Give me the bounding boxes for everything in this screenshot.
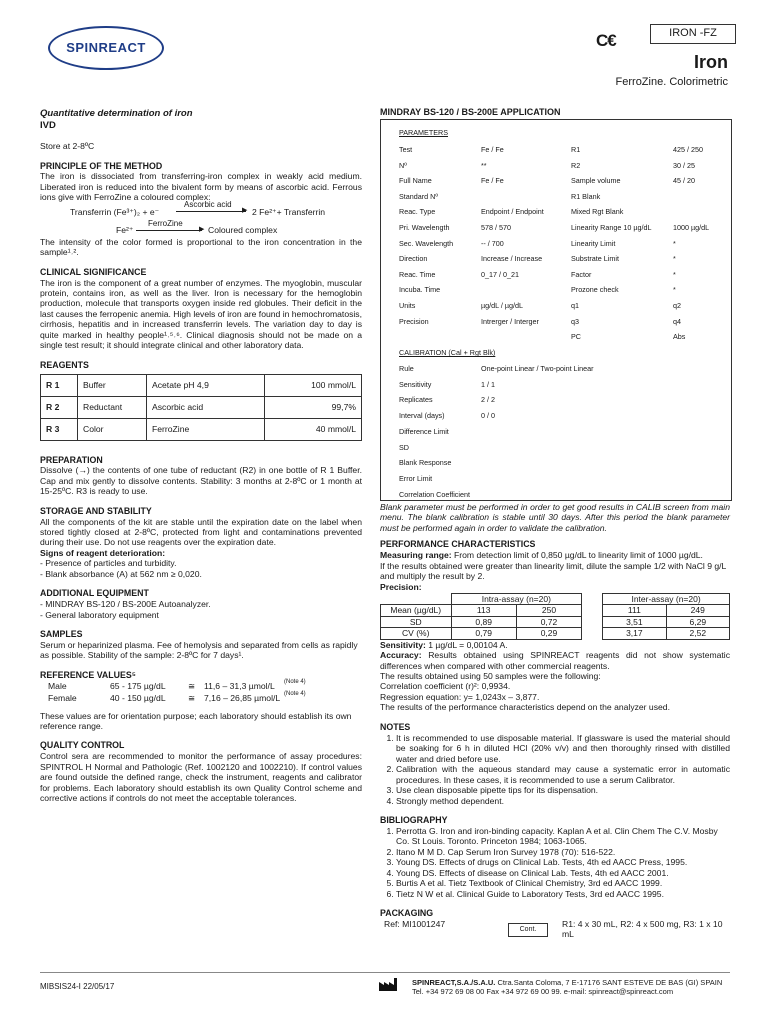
parameter-cell: -- / 700 (481, 238, 504, 248)
parameter-cell: Reac. Type (399, 207, 436, 217)
table-cell: 249 (666, 605, 729, 616)
table-cell: 2,52 (666, 628, 729, 639)
quality-control-text: Control sera are recommended to monitor the performance of assay procedures: SPINTROL H Normal and Pathologic (Ref. 1002120 and 1002210). If control values are found outside the defined range, check the instrument, reagents and calibrator for problems. Each laboratory should establish its own Quality Control scheme and corrective actions if controls do not meet the acceptable tolerances. (40, 751, 362, 804)
arrowhead-icon: ▶ (199, 225, 205, 233)
product-code-box: IRON -FZ (650, 24, 736, 44)
list-item: 2. Calibration with the aqueous standard may cause a systematic error in automatic procedures. In these cases, it is recommended to use a serum Calibrator. (396, 764, 730, 785)
blank-note: Blank parameter must be performed in order to get good results in CALIB screen from main menu. The blank calibration is stable until 30 days. After this period the blank parameter must be performed again in order to validate the calibration. (380, 502, 730, 533)
precision-heading: Precision: (380, 581, 422, 592)
parameter-cell: ** (481, 160, 487, 170)
calibration-cell: Difference Limit (399, 426, 449, 436)
calibration-cell: Rule (399, 364, 414, 373)
table-row (41, 418, 362, 440)
store-text: Store at 2-8ºC (40, 141, 95, 152)
parameter-cell: Fe / Fe (481, 176, 504, 186)
reagent-name: Color (78, 418, 147, 440)
preparation-text: Dissolve (→) the contents of one tube of reductant (R2) in one bottle of R 1 Buffer. Cap and mix gently to dissolve contents. Stability: 3 months at 2-8ºC or 1 month at 15-25ºC. R3 is ready to use. (40, 465, 362, 497)
parameter-cell: Fe / Fe (481, 145, 504, 154)
accuracy (380, 650, 730, 671)
table-row (381, 628, 730, 639)
table-cell: 0,29 (516, 628, 581, 639)
footer-divider (40, 972, 730, 973)
parameter-cell: Increase / Increase (481, 254, 543, 264)
parameter-cell: Pri. Wavelength (399, 223, 450, 232)
parameter-cell: q3 (571, 316, 579, 326)
precision-label: SD (381, 616, 452, 627)
precision-label: Mean (µg/dL) (381, 605, 452, 616)
deterioration-heading: Signs of reagent deterioration: (40, 547, 166, 558)
ref-sex: Male (48, 680, 67, 691)
ivd-label: IVD (40, 119, 56, 131)
ref-range: 65 - 175 µg/dL (110, 680, 166, 691)
parameter-cell: Reac. Time (399, 269, 436, 279)
table-cell: 0,79 (451, 628, 516, 639)
reagent-name: Buffer (78, 374, 147, 396)
reference-values-block (40, 678, 362, 707)
ref-approx: ≅ (188, 692, 196, 703)
table-cell (582, 628, 603, 639)
parameter-cell: PC (571, 332, 581, 342)
list-item: 3. Young DS. Effects of drugs on Clinical Lab. Tests, 4th ed AACC Press, 1995. (396, 857, 730, 867)
reaction2-arrow-icon (136, 230, 202, 231)
calibration-cell: Correlation Coefficient (399, 489, 470, 499)
regression-text: Regression equation: y= 1,0243x – 3,877. (380, 691, 540, 702)
principle-text: The iron is dissociated from transferring-iron complex in weakly acid medium. Liberated iron is reduced into the bivalent form by means of ascorbic acid. Ferrous ions give with FerroZine a coloured complex: (40, 171, 362, 203)
list-item: 3. Use clean disposable pipette tips for its dispensation. (396, 785, 730, 795)
parameter-cell: R1 (571, 145, 581, 154)
parameter-cell: Incuba. Time (399, 285, 441, 295)
parameter-cell: 425 / 250 (673, 145, 703, 154)
parameter-cell: q4 (673, 316, 681, 326)
left-column (40, 108, 362, 804)
parameter-cell: 578 / 570 (481, 223, 511, 232)
parameter-cell: Test (399, 145, 413, 154)
parameter-cell: Standard Nº (399, 191, 438, 201)
table-row (381, 616, 730, 627)
list-item: 5. Burtis A et al. Tietz Textbook of Clinical Chemistry, 3rd ed AACC 1999. (396, 878, 730, 888)
accuracy-text-2: The results obtained using 50 samples were the following: (380, 671, 601, 681)
sensitivity-text: 1 µg/dL = 0,00104 A. (428, 639, 508, 650)
table-row (381, 605, 730, 616)
reagent-id: R 3 (41, 418, 78, 440)
parameter-cell: Substrate Limit (571, 254, 619, 264)
reagent-concentration: 99,7% (264, 396, 361, 418)
pack-content: R1: 4 x 30 mL, R2: 4 x 500 mg, R3: 1 x 10 mL (562, 918, 723, 940)
preparation-heading: PREPARATION (40, 454, 103, 465)
parameter-cell: R1 Blank (571, 191, 601, 201)
calibration-cell: Replicates (399, 395, 433, 405)
table-row (41, 396, 362, 418)
deterioration-item: - Presence of particles and turbidity. (40, 558, 177, 569)
table-row (381, 594, 730, 605)
reaction2-arrow-label: FerroZine (148, 218, 183, 228)
parameters-box (380, 119, 732, 501)
table-cell: 3,51 (603, 616, 666, 627)
document-code: MIBSIS24-I 22/05/17 (40, 982, 115, 991)
dilute-text: If the results obtained were greater than linearity limit, dilute the sample 1/2 with NaCl 9 g/L and multiply the result by 2. (380, 560, 726, 582)
list-item: 1. It is recommended to use disposable material. If glassware is used the material should be soaking for 6 h in diluted HCl (20% v/v) and then thoroughly rinsed with distilled water and dried before use. (396, 733, 730, 764)
calibration-cell: Sensitivity (399, 379, 432, 389)
parameter-cell: q2 (673, 301, 681, 310)
principle-heading: PRINCIPLE OF THE METHOD (40, 160, 163, 171)
company-address-text: Ctra.Santa Coloma, 7 E-17176 SANT ESTEVE DE BAS (GI) SPAIN (497, 978, 723, 987)
quality-control-heading: QUALITY CONTROL (40, 740, 125, 751)
parameter-cell: Endpoint / Endpoint (481, 207, 544, 217)
parameter-cell: 0_17 / 0_21 (481, 269, 519, 279)
calibration-cell: Error Limit (399, 473, 433, 483)
parameter-cell: Sample volume (571, 176, 621, 186)
parameter-cell: Nº (399, 160, 407, 170)
calibration-title: CALIBRATION (Cal + Rgt Blk) (399, 348, 496, 357)
storage-heading: STORAGE AND STABILITY (40, 505, 152, 516)
parameter-cell: * (673, 269, 676, 279)
cont-box: Cont. (508, 923, 548, 937)
right-column (380, 502, 730, 943)
company-name: SPINREACT,S.A./S.A.U. (412, 978, 496, 987)
parameter-cell: 1000 µg/dL (673, 223, 710, 232)
samples-heading: SAMPLES (40, 629, 83, 640)
parameters-title: PARAMETERS (399, 128, 448, 137)
ref-range: 40 - 150 µg/dL (110, 692, 166, 703)
sensitivity (380, 640, 730, 650)
performance-note: The results of the performance characteristics depend on the analyzer used. (380, 702, 670, 713)
reagents-table (40, 374, 362, 441)
list-item: 1. Perrotta G. Iron and iron-binding capacity. Kaplan A et al. Clin Chem The C.V. Mosby Co. St Louis. Toronto. Princeton 1984; 1063-1065. (396, 826, 730, 847)
measuring-range-label: Measuring range: (380, 550, 452, 561)
parameter-cell: R2 (571, 160, 581, 170)
sensitivity-label: Sensitivity: (380, 639, 426, 650)
factory-icon (378, 976, 402, 992)
parameter-cell: * (673, 254, 676, 264)
notes-heading: NOTES (380, 721, 411, 732)
reagent-component: Acetate pH 4,9 (147, 374, 265, 396)
reaction1-arrow-icon (176, 211, 246, 212)
parameter-cell: Prozone check (571, 285, 619, 295)
arrowhead-icon: ▶ (242, 206, 248, 214)
samples-text: Serum or heparinized plasma. Fee of hemolysis and separated from cells as rapidly as possible. Stability of the sample: 2-8ºC for 7 days¹. (40, 639, 358, 661)
table-cell (381, 594, 452, 605)
reagent-name: Reductant (78, 396, 147, 418)
parameter-cell: Sec. Wavelength (399, 238, 454, 248)
reference-values-heading: REFERENCE VALUES⁵ (40, 669, 136, 680)
parameter-cell: Linearity Limit (571, 238, 616, 248)
correlation-text: Correlation coefficient (r)²: 0,9934. (380, 681, 511, 692)
storage-text: All the components of the kit are stable until the expiration date on the label when stored tightly closed at 2-8ºC, protected from light and contaminations prevented during their use. Do not use reagents over the expiration date. (40, 516, 362, 548)
calibration-cell: Interval (days) (399, 411, 445, 421)
parameter-cell: µg/dL / µg/dL (481, 301, 523, 310)
page-title: Iron (694, 52, 728, 72)
list-item: 4. Young DS. Effects of disease on Clinical Lab. Tests, 4th ed AACC 2001. (396, 868, 730, 878)
ref-note: (Note 4) (284, 678, 306, 685)
parameter-cell: Factor (571, 269, 592, 279)
list-item: 4. Strongly method dependent. (396, 796, 730, 806)
reagent-id: R 2 (41, 396, 78, 418)
calibration-cell: One-point Linear / Two-point Linear (481, 364, 594, 373)
company-contact[interactable]: Tel. +34 972 69 08 00 Fax +34 972 69 00 99. e-mail: spinreact@spinreact.com (412, 987, 674, 997)
ref-note: (Note 4) (284, 690, 306, 697)
parameter-cell: 30 / 25 (673, 160, 695, 170)
parameter-cell: q1 (571, 301, 579, 310)
table-cell (582, 616, 603, 627)
reagent-concentration: 40 mmol/L (264, 418, 361, 440)
equipment-item: - General laboratory equipment (40, 609, 159, 620)
reference-values-text: These values are for orientation purpose; each laboratory should establish its own reference range. (40, 710, 352, 731)
reaction-block (40, 199, 362, 237)
table-cell: 250 (516, 605, 581, 616)
table-cell (582, 594, 603, 605)
logo-text: SPINREACT (66, 40, 146, 56)
reaction1-arrow-label: Ascorbic acid (184, 199, 232, 209)
clinical-heading: CLINICAL SIGNIFICANCE (40, 266, 147, 277)
parameter-cell: * (673, 285, 676, 295)
calibration-cell: 1 / 1 (481, 379, 495, 389)
table-cell: 111 (603, 605, 666, 616)
reagent-concentration: 100 mmol/L (264, 374, 361, 396)
table-cell (582, 605, 603, 616)
parameter-cell: 45 / 20 (673, 176, 695, 186)
deterioration-item: - Blank absorbance (A) at 562 nm ≥ 0,020. (40, 568, 202, 579)
parameter-cell: Intrerger / Interger (481, 316, 539, 326)
list-item: 2. Itano M M D. Cap Serum Iron Survey 1978 (70): 516-522. (396, 847, 730, 857)
performance-heading: PERFORMANCE CHARACTERISTICS (380, 539, 536, 550)
company-address (412, 978, 732, 997)
deterioration-label: Signs of reagent deterioration (40, 547, 163, 558)
ref-code: Ref: MI1001247 (384, 918, 446, 929)
clinical-text: The iron is the component of a great number of enzymes. The myoglobin, muscular protein, contains iron, as well as the liver. Iron is necessary for the hemoglobin production, molecule that transports oxygen inside red globules. Their deficit in the last causes the ferropenic anemia. High levels of iron are found in hemochromatosis, cirrhosis, hepatitis and in increased transferrin levels. The variation day to day is quite marked in healthy people¹˒⁵˒⁶. Clinical diagnosis should not be made on a single test result; it should integrate clinical and other laboratory data. (40, 277, 362, 351)
calibration-cell: SD (399, 442, 409, 452)
measuring-range-text: From detection limit of 0,850 µg/dL to linearity limit of 1000 µg/dL. (454, 550, 703, 561)
packaging-heading: PACKAGING (380, 908, 434, 919)
parameter-cell: Direction (399, 254, 428, 264)
table-cell: 3,17 (603, 628, 666, 639)
table-cell: 6,29 (666, 616, 729, 627)
reagent-id: R 1 (41, 374, 78, 396)
method-heading: Quantitative determination of iron (40, 108, 193, 119)
parameter-cell: Linearity Range 10 µg/dL (571, 223, 652, 232)
calibration-cell: 2 / 2 (481, 395, 495, 405)
parameter-cell: Units (399, 301, 416, 310)
page-subtitle: FerroZine. Colorimetric (615, 76, 728, 88)
precision-label: CV (%) (381, 628, 452, 639)
table-cell: 113 (451, 605, 516, 616)
intra-assay-header: Intra-assay (n=20) (451, 594, 582, 605)
principle-text-2: The intensity of the color formed is proportional to the iron concentration in the sample¹˒². (40, 236, 362, 258)
reagent-component: FerroZine (147, 418, 265, 440)
list-item: 6. Tietz N W et al. Clinical Guide to Laboratory Tests, 3rd ed AACC 1995. (396, 889, 730, 899)
accuracy-label: Accuracy: (380, 650, 422, 661)
bibliography-list (380, 826, 730, 899)
packaging-block (380, 919, 730, 943)
precision-table (380, 593, 730, 639)
inter-assay-header: Inter-assay (n=20) (603, 594, 730, 605)
parameter-cell: * (673, 238, 676, 248)
spinreact-logo (48, 26, 164, 70)
calibration-cell: Blank Response (399, 458, 452, 468)
equipment-heading: ADDITIONAL EQUIPMENT (40, 588, 149, 599)
accuracy-text: Results obtained using SPINREACT reagents did not show systematic differences when compared with other commercial reagents. (380, 650, 731, 671)
parameter-cell: Mixed Rgt Blank (571, 207, 624, 217)
ref-sex: Female (48, 692, 77, 703)
ce-mark: C€ (596, 31, 616, 50)
reaction1-left: Transferrin (Fe³⁺)₂ + e⁻ (70, 206, 160, 217)
table-row (41, 374, 362, 396)
notes-list (380, 733, 730, 806)
reagents-heading: REAGENTS (40, 359, 89, 370)
parameter-cell: Abs (673, 332, 686, 342)
parameter-cell: Precision (399, 316, 429, 326)
ref-si: 7,16 – 26,85 µmol/L (204, 692, 281, 703)
calibration-cell: 0 / 0 (481, 411, 495, 421)
ref-approx: ≅ (188, 680, 196, 691)
parameter-cell: Full Name (399, 176, 432, 186)
reaction2-left: Fe²⁺ (116, 224, 134, 235)
reagent-component: Ascorbic acid (147, 396, 265, 418)
reaction1-right: 2 Fe²⁺+ Transferrin (252, 206, 326, 217)
table-cell: 0,72 (516, 616, 581, 627)
application-heading: MINDRAY BS-120 / BS-200E APPLICATION (380, 107, 561, 117)
equipment-item: - MINDRAY BS-120 / BS-200E Autoanalyzer. (40, 599, 211, 610)
table-cell: 0,89 (451, 616, 516, 627)
ref-si: 11,6 – 31,3 µmol/L (204, 680, 275, 691)
measuring-range (380, 550, 730, 560)
reaction2-right: Coloured complex (208, 224, 278, 235)
bibliography-heading: BIBLIOGRAPHY (380, 815, 448, 826)
